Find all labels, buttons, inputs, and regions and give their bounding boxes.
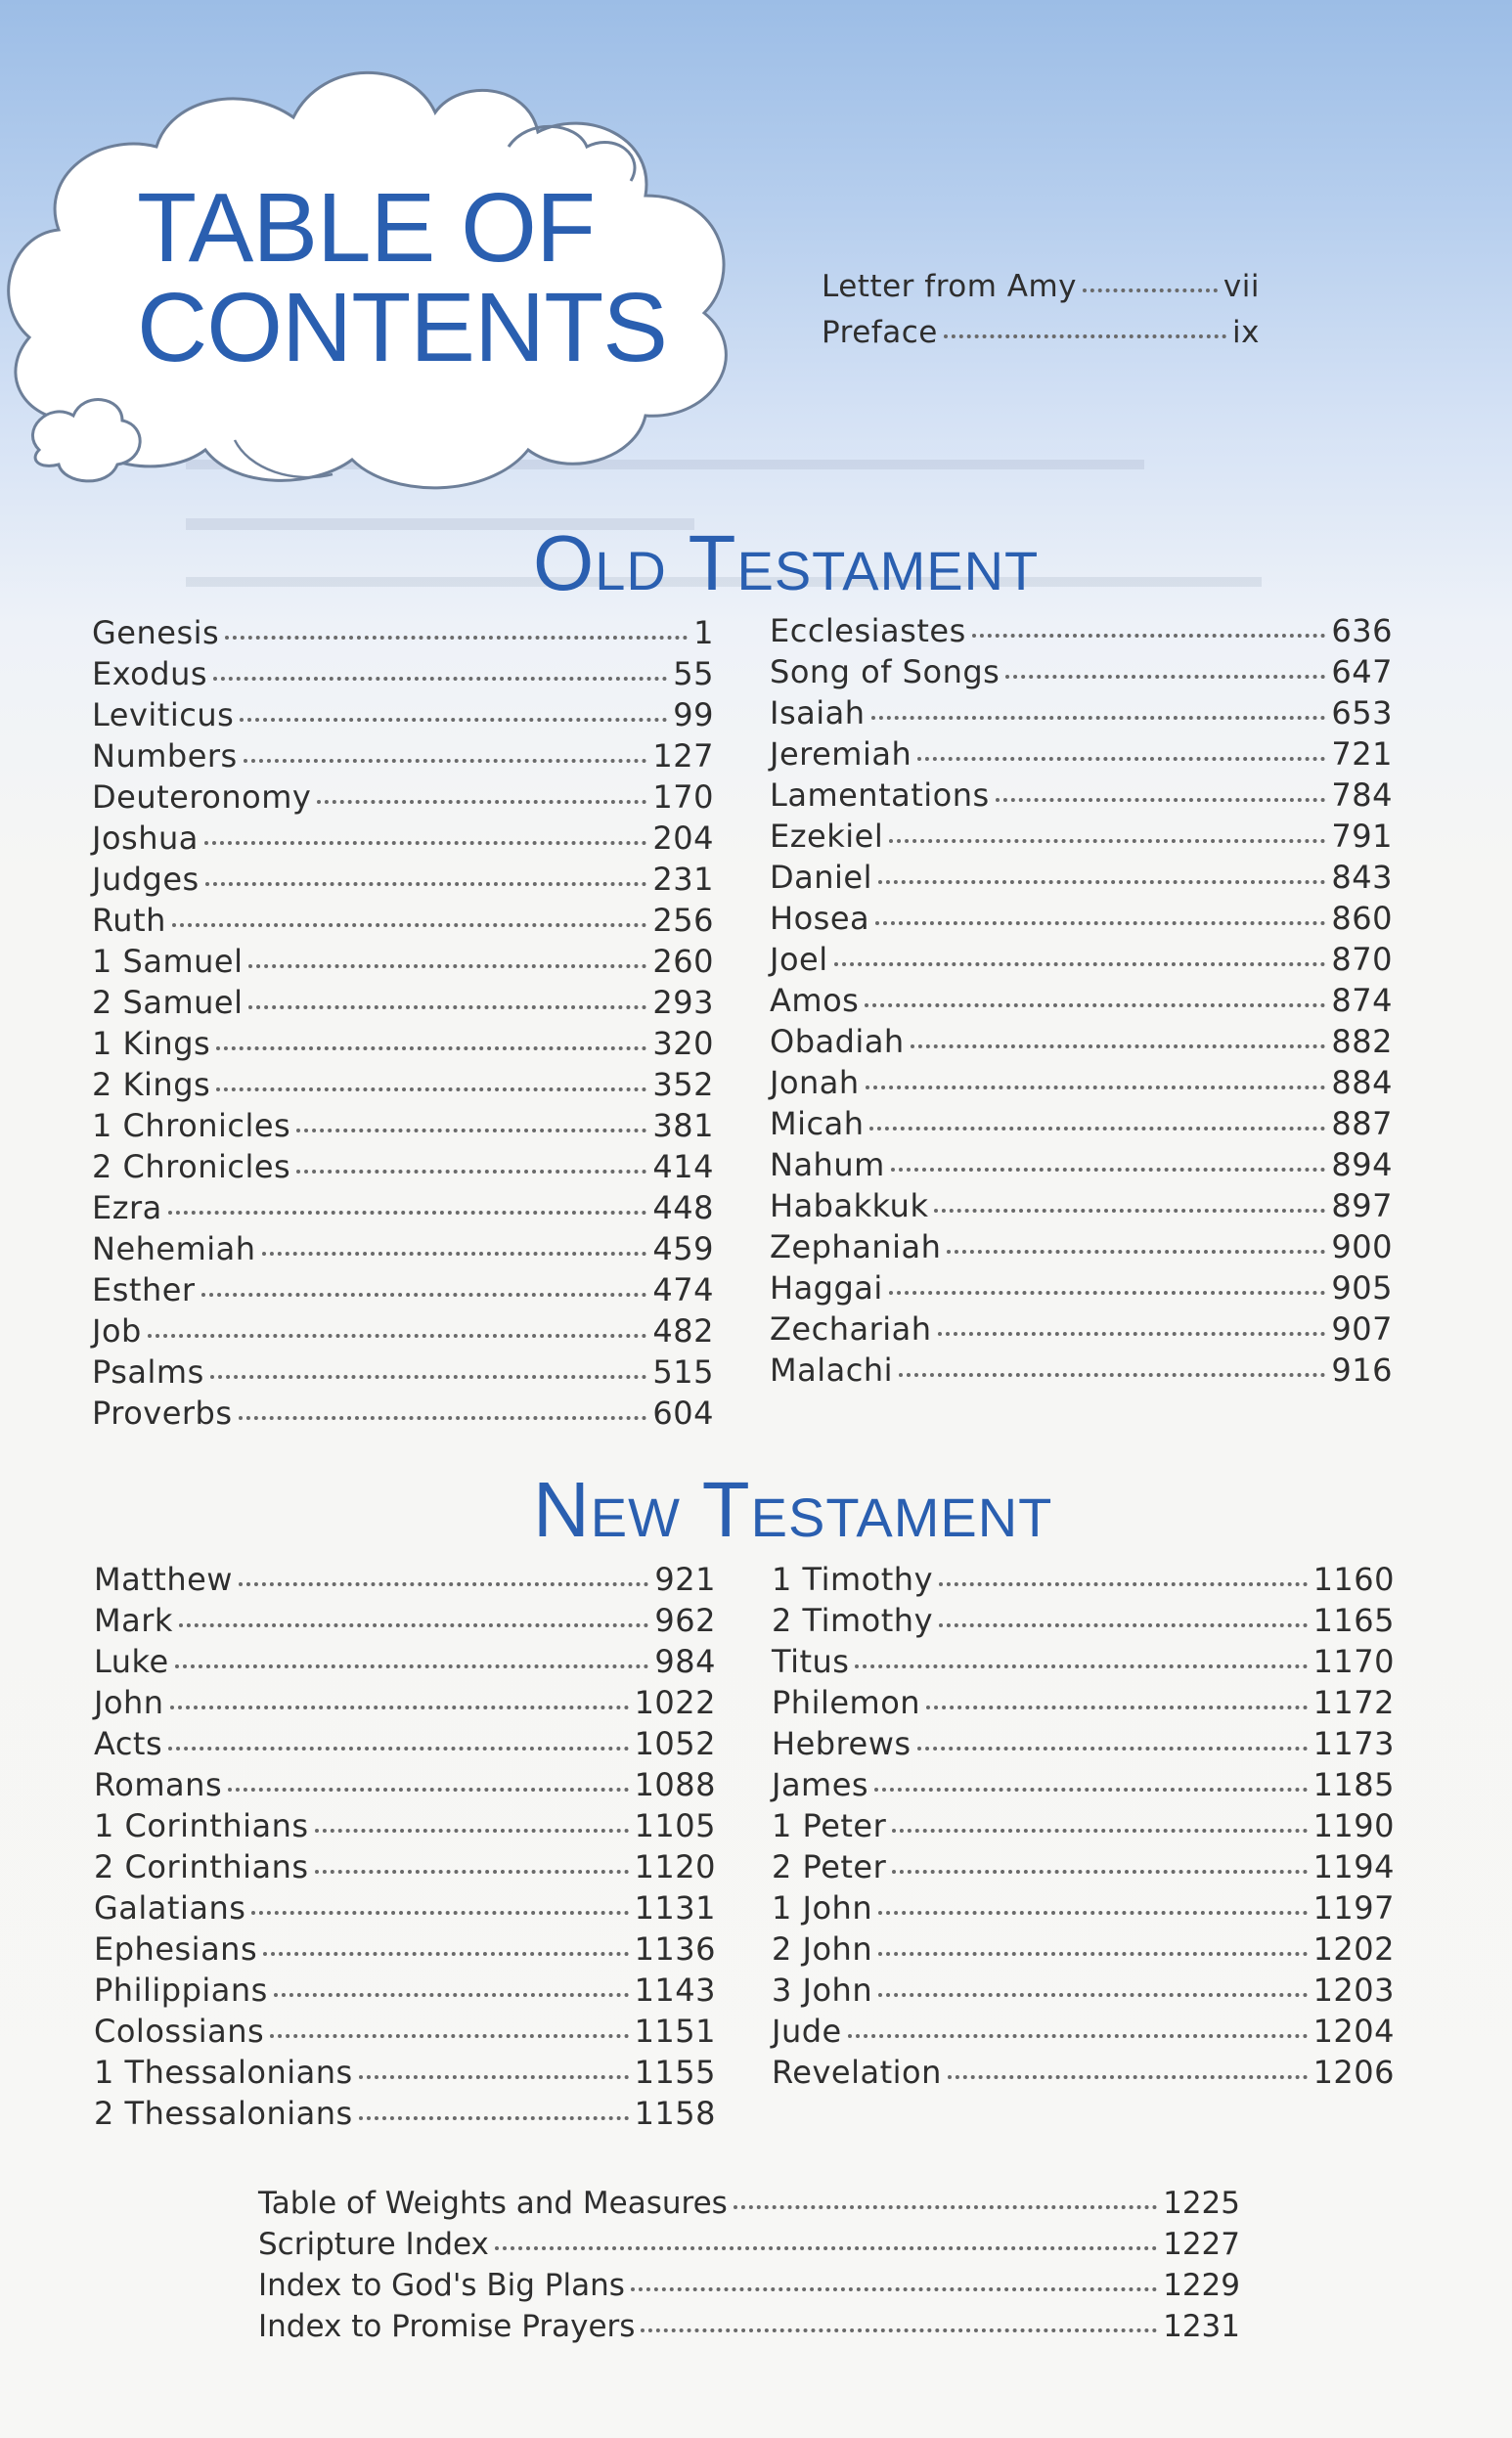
entry-page-number: 1160 [1312, 1561, 1395, 1598]
entry-page-number: 894 [1331, 1146, 1393, 1183]
toc-entry [772, 1805, 1395, 1846]
toc-entry [772, 1682, 1395, 1723]
entry-label: Zephaniah [770, 1228, 942, 1265]
entry-page-number: 127 [652, 737, 714, 775]
entry-label: 2 Timothy [772, 1602, 933, 1639]
entry-page-number: 170 [652, 778, 714, 816]
entry-page-number: 882 [1331, 1023, 1393, 1060]
entry-page-number: 860 [1331, 900, 1393, 937]
entry-page-number: 1229 [1163, 2268, 1240, 2303]
entry-page-number: 1155 [634, 2054, 716, 2091]
toc-entry [258, 2224, 1240, 2265]
dot-leader [947, 1250, 1325, 1254]
entry-page-number: 459 [652, 1230, 714, 1267]
toc-entry [92, 653, 714, 694]
entry-page-number: 414 [652, 1148, 714, 1185]
entry-page-number: 874 [1331, 982, 1393, 1019]
toc-entry [92, 612, 714, 653]
toc-entry [94, 1970, 716, 2011]
dot-leader [834, 962, 1326, 966]
entry-label: 1 John [772, 1889, 873, 1927]
entry-page-number: 55 [673, 655, 714, 692]
toc-entry [92, 776, 714, 818]
toc-entry [770, 1144, 1393, 1185]
dot-leader [148, 1334, 647, 1338]
dot-leader [865, 1003, 1325, 1007]
dot-leader [934, 1209, 1325, 1213]
entry-page-number: 647 [1331, 653, 1393, 690]
entry-label: Judges [92, 861, 200, 898]
entry-page-number: 204 [652, 820, 714, 857]
entry-page-number: 1143 [634, 1972, 716, 2009]
dot-leader [878, 1952, 1307, 1956]
toc-entry [92, 1310, 714, 1352]
entry-page-number: 962 [654, 1602, 716, 1639]
entry-page-number: 721 [1331, 735, 1393, 773]
entry-page-number: 381 [652, 1107, 714, 1144]
entry-page-number: 884 [1331, 1064, 1393, 1101]
entry-label: James [772, 1766, 869, 1803]
entry-page-number: 653 [1331, 694, 1393, 731]
dot-leader [201, 1293, 647, 1297]
entry-label: Ruth [92, 902, 166, 939]
toc-entry [770, 1267, 1393, 1308]
entry-page-number: 1173 [1312, 1725, 1395, 1762]
entry-page-number: 1120 [634, 1848, 716, 1885]
toc-entry [772, 1723, 1395, 1764]
toc-entry [94, 2093, 716, 2134]
entry-page-number: 1105 [634, 1807, 716, 1844]
entry-label: Acts [94, 1725, 163, 1762]
entry-label: Song of Songs [770, 653, 1001, 690]
old-testament-heading: Old Testament [533, 519, 1040, 606]
entry-page-number: 1190 [1312, 1807, 1395, 1844]
dot-leader [239, 1582, 648, 1586]
entry-page-number: 1170 [1312, 1643, 1395, 1680]
dot-leader [216, 1046, 646, 1050]
toc-entry [770, 857, 1393, 898]
toc-entry [770, 898, 1393, 939]
entry-label: Obadiah [770, 1023, 905, 1060]
entry-page-number: 1052 [634, 1725, 716, 1762]
entry-page-number: 1206 [1312, 2054, 1395, 2091]
entry-label: Philippians [94, 1972, 268, 2009]
dot-leader [917, 757, 1325, 761]
entry-label: Lamentations [770, 776, 990, 814]
toc-entry [770, 1103, 1393, 1144]
entry-label: Matthew [94, 1561, 233, 1598]
entry-label: 1 Samuel [92, 943, 244, 980]
entry-label: 2 Corinthians [94, 1848, 309, 1885]
entry-label: 1 Chronicles [92, 1107, 291, 1144]
page-title [137, 173, 667, 382]
dot-leader [892, 1829, 1307, 1833]
entry-page-number: 905 [1331, 1269, 1393, 1307]
entry-label: Colossians [94, 2013, 265, 2050]
entry-page-number: 784 [1331, 776, 1393, 814]
entry-page-number: 921 [654, 1561, 716, 1598]
toc-entry [94, 1928, 716, 1970]
toc-entry [770, 1021, 1393, 1062]
entry-label: 1 Timothy [772, 1561, 933, 1598]
dot-leader [317, 800, 646, 804]
entry-label: Numbers [92, 737, 238, 775]
back-matter-list [258, 2183, 1240, 2347]
dot-leader [871, 716, 1326, 720]
dot-leader [944, 334, 1226, 338]
entry-label: Proverbs [92, 1395, 233, 1432]
entry-page-number: 482 [652, 1312, 714, 1350]
dot-leader [359, 2075, 629, 2079]
entry-page-number: 1165 [1312, 1602, 1395, 1639]
toc-entry [92, 1352, 714, 1393]
entry-label: Hosea [770, 900, 870, 937]
entry-page-number: 1088 [634, 1766, 716, 1803]
entry-label: Zechariah [770, 1310, 932, 1348]
entry-label: 1 Thessalonians [94, 2054, 353, 2091]
dot-leader [296, 1170, 646, 1174]
dot-leader [172, 923, 647, 927]
entry-page-number: vii [1223, 269, 1260, 304]
entry-page-number: 636 [1331, 612, 1393, 649]
dot-leader [631, 2287, 1157, 2291]
entry-label: Micah [770, 1105, 865, 1142]
entry-label: Jonah [770, 1064, 860, 1101]
entry-page-number: 1158 [634, 2095, 716, 2132]
entry-page-number: 1225 [1163, 2186, 1240, 2221]
entry-label: Ezra [92, 1189, 162, 1226]
entry-label: Table of Weights and Measures [258, 2186, 728, 2221]
entry-page-number: 474 [652, 1271, 714, 1308]
dot-leader [205, 882, 647, 886]
entry-label: Isaiah [770, 694, 866, 731]
toc-entry [94, 2011, 716, 2052]
old-testament-right-column [770, 610, 1393, 1391]
toc-entry [822, 266, 1260, 312]
toc-entry [92, 941, 714, 982]
toc-entry [772, 1846, 1395, 1887]
dot-leader [263, 1952, 628, 1956]
toc-entry [772, 1970, 1395, 2011]
toc-entry [94, 1723, 716, 1764]
entry-label: Joshua [92, 820, 199, 857]
entry-label: 2 Thessalonians [94, 2095, 353, 2132]
dot-leader [939, 1623, 1308, 1627]
entry-label: Amos [770, 982, 860, 1019]
dot-leader [248, 1005, 646, 1009]
entry-label: John [94, 1684, 164, 1721]
entry-label: Deuteronomy [92, 778, 312, 816]
entry-page-number: 1151 [634, 2013, 716, 2050]
dot-leader [175, 1664, 649, 1668]
dot-leader [734, 2205, 1157, 2209]
entry-label: Hebrews [772, 1725, 912, 1762]
entry-page-number: 791 [1331, 818, 1393, 855]
toc-entry [770, 775, 1393, 816]
toc-entry [772, 1928, 1395, 1970]
dot-leader [270, 2034, 628, 2038]
toc-entry [94, 1846, 716, 1887]
entry-label: Galatians [94, 1889, 246, 1927]
dot-leader [251, 1911, 628, 1915]
entry-label: Joel [770, 941, 828, 978]
entry-page-number: 1227 [1163, 2227, 1240, 2262]
toc-entry [772, 1559, 1395, 1600]
entry-page-number: 1203 [1312, 1972, 1395, 2009]
entry-label: Philemon [772, 1684, 921, 1721]
entry-label: Preface [822, 315, 938, 350]
toc-entry [94, 2052, 716, 2093]
dot-leader [875, 921, 1325, 925]
entry-label: Jude [772, 2013, 842, 2050]
entry-label: Mark [94, 1602, 173, 1639]
dot-leader [274, 1993, 629, 1997]
dot-leader [899, 1373, 1325, 1377]
entry-page-number: 1172 [1312, 1684, 1395, 1721]
toc-entry [770, 1062, 1393, 1103]
entry-label: Esther [92, 1271, 196, 1308]
entry-page-number: 256 [652, 902, 714, 939]
entry-label: Exodus [92, 655, 208, 692]
dot-leader [891, 1168, 1326, 1172]
dot-leader [359, 2116, 629, 2120]
toc-entry [772, 1600, 1395, 1641]
dot-leader [225, 636, 688, 640]
entry-page-number: 1 [693, 614, 714, 651]
entry-label: Malachi [770, 1352, 893, 1389]
entry-label: 1 Peter [772, 1807, 887, 1844]
entry-label: Genesis [92, 614, 220, 651]
entry-label: Ephesians [94, 1930, 258, 1968]
dot-leader [938, 1332, 1326, 1336]
entry-label: Haggai [770, 1269, 883, 1307]
toc-entry [772, 1641, 1395, 1682]
dot-leader [244, 759, 647, 763]
entry-label: 2 Kings [92, 1066, 211, 1103]
entry-label: Leviticus [92, 696, 235, 733]
entry-page-number: 870 [1331, 941, 1393, 978]
entry-label: Index to God's Big Plans [258, 2268, 625, 2303]
dot-leader [892, 1870, 1307, 1874]
toc-entry [772, 2052, 1395, 2093]
entry-label: Habakkuk [770, 1187, 929, 1224]
toc-entry [770, 816, 1393, 857]
toc-entry [94, 1559, 716, 1600]
entry-label: Ezekiel [770, 818, 884, 855]
toc-entry [770, 733, 1393, 775]
toc-entry [772, 2011, 1395, 2052]
dot-leader [296, 1129, 646, 1132]
toc-entry [92, 735, 714, 776]
entry-label: 1 Kings [92, 1025, 211, 1062]
dot-leader [1083, 288, 1218, 292]
toc-entry [92, 859, 714, 900]
dot-leader [315, 1870, 629, 1874]
entry-page-number: 352 [652, 1066, 714, 1103]
dot-leader [248, 964, 646, 968]
toc-entry [94, 1764, 716, 1805]
toc-entry [770, 651, 1393, 692]
entry-page-number: 448 [652, 1189, 714, 1226]
toc-entry [92, 694, 714, 735]
toc-entry [258, 2265, 1240, 2306]
entry-label: Index to Promise Prayers [258, 2309, 636, 2344]
entry-page-number: 1136 [634, 1930, 716, 1968]
toc-entry [770, 1350, 1393, 1391]
dot-leader [866, 1086, 1326, 1089]
entry-label: Job [92, 1312, 142, 1350]
old-testament-left-column [92, 612, 714, 1434]
dot-leader [926, 1706, 1307, 1709]
dot-leader [939, 1582, 1308, 1586]
dot-leader [641, 2328, 1157, 2332]
toc-entry [770, 939, 1393, 980]
dot-leader [911, 1044, 1326, 1048]
dot-leader [1005, 675, 1325, 679]
toc-entry [92, 818, 714, 859]
entry-label: Letter from Amy [822, 269, 1078, 304]
entry-page-number: 843 [1331, 859, 1393, 896]
entry-page-number: 1131 [634, 1889, 716, 1927]
entry-page-number: 1022 [634, 1684, 716, 1721]
dot-leader [210, 1375, 647, 1379]
dot-leader [204, 841, 647, 845]
entry-page-number: 984 [654, 1643, 716, 1680]
toc-entry [92, 1228, 714, 1269]
entry-label: 3 John [772, 1972, 873, 2009]
toc-entry [770, 692, 1393, 733]
entry-page-number: 231 [652, 861, 714, 898]
dot-leader [213, 677, 667, 681]
dot-leader [848, 2034, 1308, 2038]
entry-page-number: 99 [673, 696, 714, 733]
dot-leader [855, 1664, 1307, 1668]
dot-leader [170, 1706, 629, 1709]
dot-leader [889, 1291, 1326, 1295]
toc-entry [258, 2306, 1240, 2347]
entry-page-number: 260 [652, 943, 714, 980]
entry-label: Titus [772, 1643, 850, 1680]
entry-label: Luke [94, 1643, 169, 1680]
dot-leader [228, 1788, 628, 1792]
toc-entry [772, 1887, 1395, 1928]
toc-entry [92, 1393, 714, 1434]
entry-label: 1 Corinthians [94, 1807, 309, 1844]
dot-leader [240, 718, 667, 722]
entry-label: Jeremiah [770, 735, 912, 773]
toc-entry [92, 1105, 714, 1146]
entry-page-number: 1185 [1312, 1766, 1395, 1803]
entry-label: 2 Samuel [92, 984, 244, 1021]
dot-leader [168, 1747, 628, 1751]
dot-leader [239, 1416, 647, 1420]
dot-leader [878, 880, 1325, 884]
dot-leader [878, 1911, 1307, 1915]
entry-label: Daniel [770, 859, 872, 896]
entry-label: 2 Peter [772, 1848, 887, 1885]
toc-entry [770, 610, 1393, 651]
toc-entry [94, 1682, 716, 1723]
entry-label: Psalms [92, 1353, 204, 1391]
entry-label: 2 Chronicles [92, 1148, 291, 1185]
page-title-line-2: CONTENTS [137, 273, 667, 382]
toc-entry [770, 1308, 1393, 1350]
front-matter-list [822, 266, 1260, 358]
entry-label: Revelation [772, 2054, 942, 2091]
dot-leader [216, 1087, 646, 1091]
dot-leader [917, 1747, 1308, 1751]
dot-leader [889, 839, 1325, 843]
toc-entry [770, 980, 1393, 1021]
entry-page-number: 897 [1331, 1187, 1393, 1224]
dot-leader [168, 1211, 647, 1215]
toc-entry [94, 1641, 716, 1682]
entry-page-number: 320 [652, 1025, 714, 1062]
entry-label: Ecclesiastes [770, 612, 966, 649]
entry-page-number: 900 [1331, 1228, 1393, 1265]
page-title-line-1: TABLE OF [137, 173, 596, 283]
entry-label: Romans [94, 1766, 223, 1803]
entry-label: Nehemiah [92, 1230, 256, 1267]
new-testament-left-column [94, 1559, 716, 2134]
entry-page-number: 1197 [1312, 1889, 1395, 1927]
entry-page-number: 293 [652, 984, 714, 1021]
entry-page-number: ix [1232, 315, 1260, 350]
entry-page-number: 887 [1331, 1105, 1393, 1142]
dot-leader [878, 1993, 1307, 1997]
dot-leader [315, 1829, 629, 1833]
toc-entry [770, 1185, 1393, 1226]
toc-entry [92, 1146, 714, 1187]
dot-leader [972, 634, 1326, 638]
entry-label: Nahum [770, 1146, 885, 1183]
toc-entry [92, 1269, 714, 1310]
toc-entry [94, 1805, 716, 1846]
toc-entry [770, 1226, 1393, 1267]
toc-entry [94, 1600, 716, 1641]
dot-leader [262, 1252, 647, 1256]
toc-entry [92, 900, 714, 941]
entry-page-number: 1194 [1312, 1848, 1395, 1885]
entry-page-number: 1202 [1312, 1930, 1395, 1968]
entry-page-number: 1204 [1312, 2013, 1395, 2050]
toc-entry [92, 982, 714, 1023]
entry-page-number: 1231 [1163, 2309, 1240, 2344]
entry-label: Scripture Index [258, 2227, 489, 2262]
entry-page-number: 907 [1331, 1310, 1393, 1348]
dot-leader [179, 1623, 649, 1627]
new-testament-heading: New Testament [533, 1466, 1053, 1553]
toc-entry [94, 1887, 716, 1928]
new-testament-right-column [772, 1559, 1395, 2093]
dot-leader [996, 798, 1326, 802]
entry-page-number: 604 [652, 1395, 714, 1432]
dot-leader [874, 1788, 1307, 1792]
dot-leader [948, 2075, 1308, 2079]
toc-entry [92, 1023, 714, 1064]
toc-entry [258, 2183, 1240, 2224]
toc-entry [92, 1187, 714, 1228]
toc-entry [822, 312, 1260, 358]
dot-leader [869, 1127, 1325, 1130]
dot-leader [495, 2246, 1157, 2250]
entry-label: 2 John [772, 1930, 873, 1968]
entry-page-number: 515 [652, 1353, 714, 1391]
toc-entry [92, 1064, 714, 1105]
entry-page-number: 916 [1331, 1352, 1393, 1389]
toc-entry [772, 1764, 1395, 1805]
